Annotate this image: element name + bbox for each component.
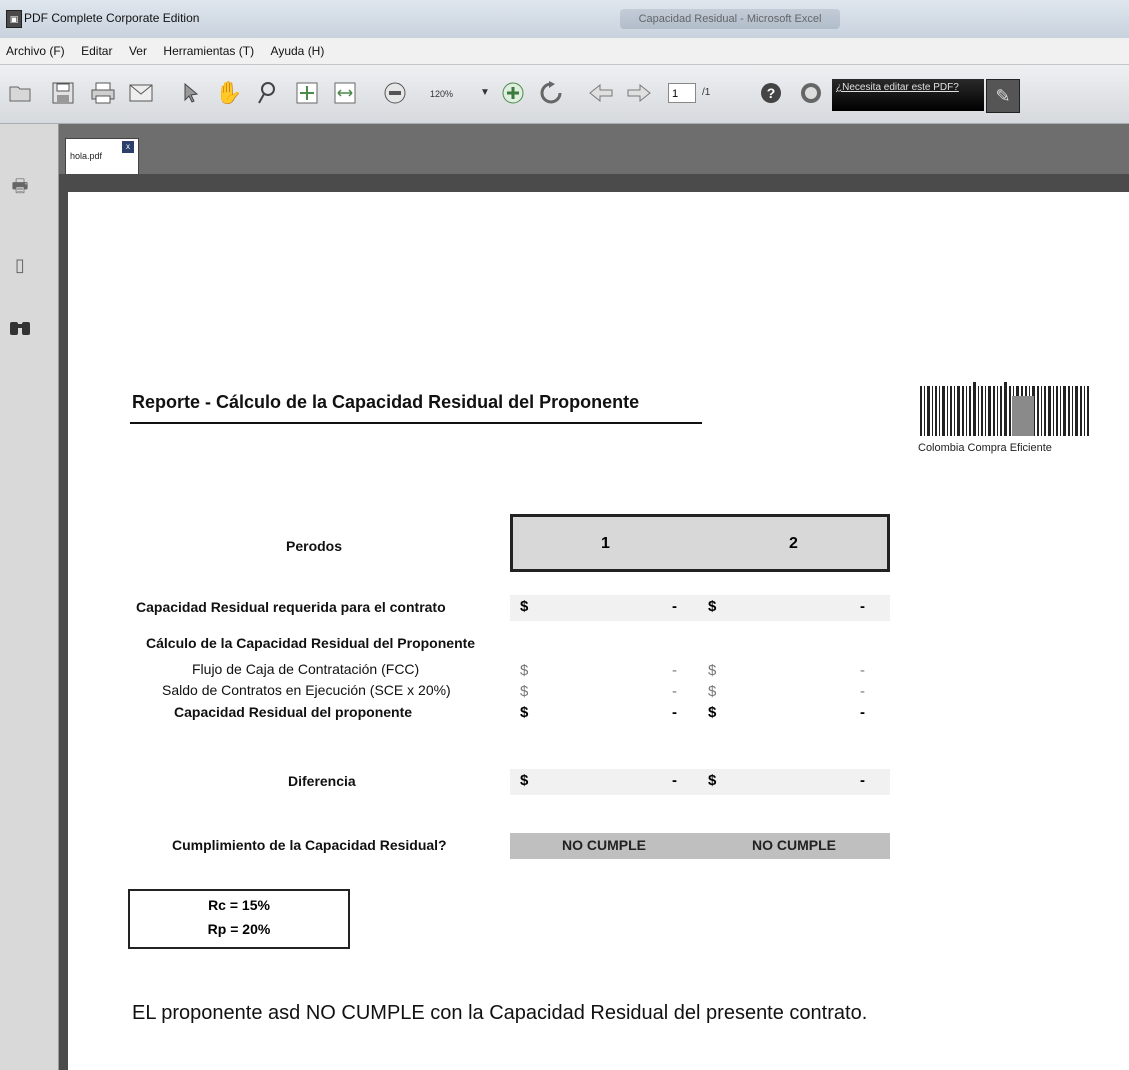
diferencia-p1-value: - bbox=[672, 772, 677, 789]
report-title: Reporte - Cálculo de la Capacidad Residual del Proponente bbox=[132, 392, 640, 412]
status-period-2: NO CUMPLE bbox=[752, 837, 836, 853]
rc-rate: Rc = 15% bbox=[208, 897, 270, 913]
title-bar bbox=[0, 0, 1129, 39]
required-p2-value: - bbox=[860, 598, 865, 615]
info-icon[interactable] bbox=[796, 77, 826, 109]
required-p1-value: - bbox=[672, 598, 677, 615]
hand-icon[interactable]: ✋ bbox=[215, 80, 243, 105]
document-tab-strip bbox=[59, 124, 1129, 174]
proponente-p2-currency: $ bbox=[708, 704, 717, 721]
sce-p2-currency: $ bbox=[708, 683, 717, 700]
proponente-p1-value: - bbox=[672, 704, 677, 721]
sce-p1-value: - bbox=[672, 683, 677, 700]
fcc-p2-currency: $ bbox=[708, 662, 717, 679]
back-icon[interactable] bbox=[586, 77, 616, 109]
required-row-bg bbox=[510, 595, 890, 621]
pen-icon[interactable]: ✎ bbox=[986, 79, 1020, 113]
period-1-label: 1 bbox=[601, 535, 610, 552]
conclusion-text: EL proponente asd NO CUMPLE con la Capacidad Residual del presente contrato. bbox=[132, 1002, 868, 1024]
sce-p2-value: - bbox=[860, 683, 865, 700]
cumplimiento-status-bar bbox=[510, 833, 890, 859]
sce-p1-currency: $ bbox=[520, 683, 529, 700]
colombia-compra-logo-barcode bbox=[920, 382, 1090, 438]
fcc-p1-value: - bbox=[672, 662, 677, 679]
zoom-level[interactable]: 120% bbox=[430, 89, 454, 99]
search-icon[interactable] bbox=[252, 77, 282, 109]
menu-herramientas[interactable]: Herramientas (T) bbox=[163, 44, 255, 58]
page-total: /1 bbox=[702, 87, 711, 98]
fcc-p2-value: - bbox=[860, 662, 865, 679]
binoculars-icon[interactable] bbox=[8, 314, 32, 340]
page-side-icon[interactable]: ▯ bbox=[15, 254, 25, 275]
menu-ver[interactable]: Ver bbox=[128, 44, 147, 58]
email-icon[interactable] bbox=[126, 77, 156, 109]
rp-rate: Rp = 20% bbox=[207, 921, 271, 937]
viewer-frame-left bbox=[59, 174, 68, 1070]
rotate-icon[interactable] bbox=[536, 77, 566, 109]
diferencia-label: Diferencia bbox=[288, 773, 356, 789]
help-icon[interactable] bbox=[756, 77, 786, 109]
proponente-label: Capacidad Residual del proponente bbox=[174, 704, 413, 720]
print-side-icon[interactable]: 🖶 bbox=[11, 176, 29, 196]
sce-label: Saldo de Contratos en Ejecución (SCE x 20%) bbox=[162, 682, 451, 698]
rates-box bbox=[128, 889, 350, 949]
status-period-1: NO CUMPLE bbox=[562, 837, 646, 853]
forward-icon[interactable] bbox=[624, 77, 654, 109]
required-label: Capacidad Residual requerida para el contrato bbox=[136, 599, 446, 615]
app-icon: ▣ bbox=[6, 10, 22, 28]
left-side-panel bbox=[0, 124, 59, 1070]
edit-pdf-promo-link[interactable]: ¿Necesita editar este PDF? bbox=[832, 79, 984, 111]
required-p1-currency: $ bbox=[520, 598, 529, 615]
page-number-input[interactable]: 1 bbox=[668, 83, 696, 103]
toolbar bbox=[0, 65, 1129, 124]
menu-ayuda[interactable]: Ayuda (H) bbox=[270, 44, 325, 58]
logo-text: Colombia Compra Eficiente bbox=[918, 442, 1052, 454]
zoom-dropdown-icon[interactable]: ▼ bbox=[480, 87, 490, 98]
fit-width-icon[interactable] bbox=[330, 77, 360, 109]
open-icon[interactable] bbox=[6, 77, 36, 109]
diferencia-p2-currency: $ bbox=[708, 772, 717, 789]
menu-bar bbox=[0, 38, 1129, 65]
zoom-out-icon[interactable] bbox=[380, 77, 410, 109]
calc-header-label: Cálculo de la Capacidad Residual del Proponente bbox=[146, 635, 476, 651]
zoom-in-icon[interactable] bbox=[498, 77, 528, 109]
proponente-p2-value: - bbox=[860, 704, 865, 721]
required-p2-currency: $ bbox=[708, 598, 717, 615]
window-title: PDF Complete Corporate Edition bbox=[24, 11, 200, 25]
cumplimiento-label: Cumplimiento de la Capacidad Residual? bbox=[172, 837, 447, 853]
diferencia-p2-value: - bbox=[860, 772, 865, 789]
window-center-title: Capacidad Residual - Microsoft Excel bbox=[620, 9, 840, 29]
menu-archivo[interactable]: Archivo (F) bbox=[6, 44, 65, 58]
select-icon[interactable] bbox=[176, 77, 206, 109]
print-icon[interactable] bbox=[88, 77, 118, 109]
title-underline bbox=[130, 422, 702, 424]
tab-close-icon[interactable]: x bbox=[122, 141, 134, 153]
menu-editar[interactable]: Editar bbox=[81, 44, 113, 58]
diferencia-p1-currency: $ bbox=[520, 772, 529, 789]
fcc-p1-currency: $ bbox=[520, 662, 529, 679]
svg-text:?: ? bbox=[766, 85, 776, 101]
tab-hola-pdf[interactable] bbox=[65, 138, 139, 174]
save-icon[interactable] bbox=[48, 77, 78, 109]
tab-label: hola.pdf bbox=[70, 151, 103, 161]
fit-page-icon[interactable] bbox=[292, 77, 322, 109]
pdf-page bbox=[68, 192, 1129, 1070]
diferencia-row-bg bbox=[510, 769, 890, 795]
period-2-label: 2 bbox=[789, 535, 798, 552]
proponente-p1-currency: $ bbox=[520, 704, 529, 721]
periods-label: Perodos bbox=[286, 538, 343, 554]
viewer-frame-top bbox=[59, 174, 1129, 192]
periods-header-box bbox=[510, 514, 890, 572]
fcc-label: Flujo de Caja de Contratación (FCC) bbox=[192, 661, 420, 677]
